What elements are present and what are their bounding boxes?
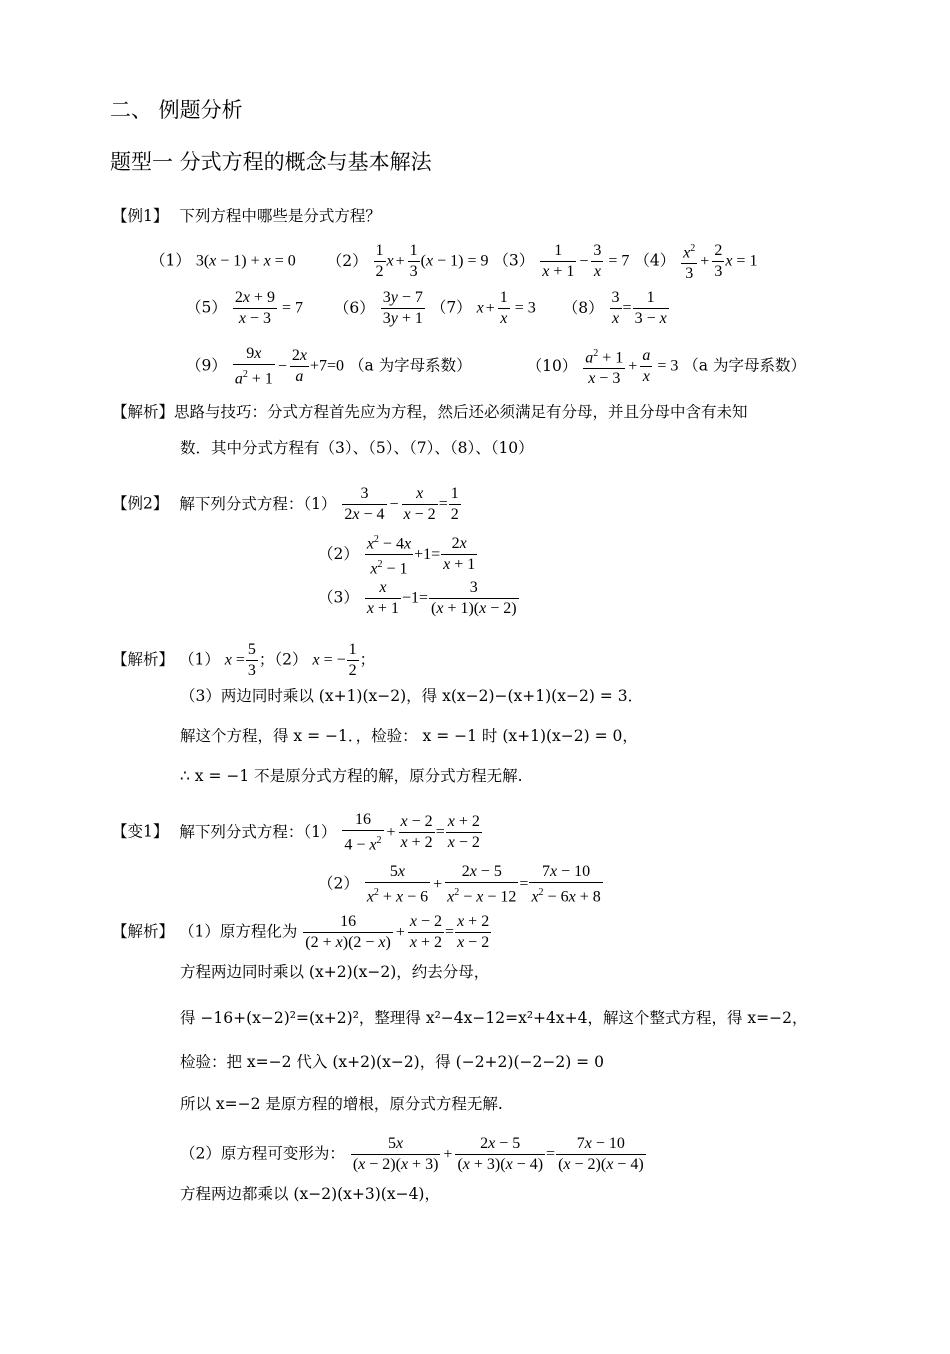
example-2-answer: 【解析】 （1） x = $\frac{5}{3}$ ；（2） x = − $\frac{1}{2}$ ；	[112, 641, 376, 679]
item-label: ；（2）	[258, 650, 308, 669]
item-label: （2）	[326, 251, 368, 270]
example-1-answer	[112, 402, 748, 422]
fraction: $\frac{x + 2}{x - 2}$	[447, 813, 480, 852]
variant-1-step-6: （2）原方程可变形为： $\frac{5x}{(x - 2)(x + 3)}$ + $\frac{2x - 5}{(x + 3)(x - 4)}$ = $\frac{7x - 10}{(x - 2)(x - 4)}$	[180, 1135, 644, 1173]
fraction: $\frac{2x}{a}$	[291, 347, 307, 386]
fraction: $\frac{3}{x}$	[593, 242, 602, 281]
example-1-question: 下列方程中哪些是分式方程？	[179, 207, 381, 225]
example-1-header	[112, 206, 381, 226]
fraction: $\frac{1}{3}$	[409, 242, 418, 281]
item-label: （10）	[526, 356, 578, 375]
example-2-step-5: ∴ x = −1 不是原分式方程的解，原分式方程无解.	[180, 767, 523, 785]
item-label: （2）	[318, 874, 359, 893]
section-title: 二、 例题分析	[110, 98, 243, 122]
variant-1-step-2: 方程两边同时乘以 (x+2)(x−2)，约去分母，	[180, 963, 490, 981]
answer-text: （2）原方程可变形为：	[180, 1144, 345, 1163]
fraction: $\frac{x - 2}{x + 2}$	[409, 913, 443, 951]
variant-1-answer: 【解析】 （1）原方程化为 $\frac{16}{(2 + x)(2 - x)}$ + $\frac{x - 2}{x + 2}$ = $\frac{x + 2}{x - 2}$	[112, 913, 490, 951]
example-2-step-3: （3）两边同时乘以 (x+1)(x−2)，得 x(x−2)−(x+1)(x−2) = 3．	[180, 687, 644, 705]
fraction: $\frac{7x - 10}{(x - 2)(x - 4)}$	[558, 1135, 644, 1173]
example-2-step-4: 解这个方程，得 x = −1．，检验： x = −1 时 (x+1)(x−2) = 0，	[180, 727, 638, 745]
example-1-row-2: （5） $\frac{2x + 9}{x - 3}$ = 7 （6） $\frac{3y - 7}{3y + 1}$ （7） x + $\frac{1}{x}$ = 3 （8） $\frac{3}{x}$ = $\frac{1}{3 - x}$	[186, 289, 667, 327]
fraction: $\frac{7x - 10}{x^2 - 6x + 8}$	[531, 863, 601, 906]
item-label: （1）	[178, 650, 220, 669]
fraction: $\frac{x}{x - 2}$	[403, 485, 436, 523]
fraction: $\frac{3}{2x - 4}$	[344, 485, 385, 523]
item-label: （2）	[318, 544, 359, 563]
example-2-part-3: （3） $\frac{x}{x + 1}$ −1= $\frac{3}{(x + 1)(x - 2)}$	[318, 579, 517, 617]
fraction: $\frac{1}{2}$	[348, 641, 357, 679]
example-1-row-3: （9） $\frac{9x}{a^2 + 1}$ − $\frac{2x}{a}$ +7=0 （a 为字母系数） （10） $\frac{a^2 + 1}{x - 3}$ + $\frac{a}{x}$ = 3 （a 为字母系数）	[186, 345, 806, 388]
fraction: $\frac{3}{(x + 1)(x - 2)}$	[431, 579, 517, 617]
item-label: （6）	[333, 298, 375, 317]
fraction: $\frac{9x}{a^2 + 1}$	[234, 345, 273, 388]
example-2-tag: 【例2】	[112, 494, 169, 513]
fraction: $\frac{2}{3}$	[714, 242, 723, 281]
fraction: $\frac{x - 2}{x + 2}$	[400, 813, 433, 852]
fraction: $\frac{3y - 7}{3y + 1}$	[382, 289, 423, 327]
fraction: $\frac{a}{x}$	[642, 347, 651, 386]
equation-1: 3(x − 1) + x = 0	[195, 252, 296, 270]
fraction: $\frac{1}{x}$	[499, 289, 508, 327]
fraction: $\frac{x + 2}{x - 2}$	[457, 913, 490, 951]
example-2-part-2: （2） $\frac{x^2 - 4x}{x^2 - 1}$ +1= $\frac{2x}{x + 1}$	[318, 530, 478, 580]
variant-1-step-3: 得 −16+(x−2)²=(x+2)²，整理得 x²−4x−12=x²+4x+4，解这个整式方程，得 x=−2，	[180, 1009, 808, 1027]
fraction: $\frac{3}{x}$	[611, 289, 620, 327]
item-label: （5）	[186, 298, 227, 317]
fraction: $\frac{5}{3}$	[247, 641, 256, 679]
fraction: $\frac{5x}{x^2 + x - 6}$	[366, 863, 429, 906]
fraction: $\frac{x^2}{3}$	[681, 239, 697, 284]
item-label: （9）	[186, 356, 227, 375]
fraction: $\frac{2x - 5}{x^2 - x - 12}$	[447, 863, 517, 906]
answer-text: 思路与技巧：分式方程首先应为方程，然后还必须满足有分母，并且分母中含有未知	[174, 403, 748, 421]
coefficient-note: （a 为字母系数）	[348, 356, 472, 375]
fraction: $\frac{1}{x + 1}$	[542, 242, 575, 281]
fraction: $\frac{1}{2}$	[450, 485, 459, 523]
variant-1-step-4: 检验：把 x=−2 代入 (x+2)(x−2)，得 (−2+2)(−2−2) = 0	[180, 1053, 604, 1071]
example-2-header: 【例2】 解下列分式方程：（1） $\frac{3}{2x - 4}$ − $\frac{x}{x - 2}$ = $\frac{1}{2}$	[112, 485, 459, 523]
fraction: $\frac{2x - 5}{(x + 3)(x - 4)}$	[457, 1135, 544, 1173]
coefficient-note: （a 为字母系数）	[683, 356, 806, 375]
variant-1-part-2: （2） $\frac{5x}{x^2 + x - 6}$ + $\frac{2x - 5}{x^2 - x - 12}$ = $\frac{7x - 10}{x^2 - 6x + 8}$	[318, 863, 601, 906]
fraction: $\frac{x}{x + 1}$	[366, 579, 399, 617]
variant-1-step-5: 所以 x=−2 是原方程的增根，原分式方程无解.	[180, 1095, 503, 1113]
variant-1-step-7: 方程两边都乘以 (x−2)(x+3)(x−4)，	[180, 1185, 440, 1203]
fraction: $\frac{1}{2}$	[375, 242, 384, 281]
item-label: （3）	[318, 588, 359, 607]
fraction: $\frac{x^2 - 4x}{x^2 - 1}$	[365, 530, 413, 580]
item-label: （1）	[150, 251, 191, 270]
type-title: 题型一 分式方程的概念与基本解法	[110, 150, 432, 174]
fraction: $\frac{2x + 9}{x - 3}$	[234, 289, 275, 327]
answer-tag: 【解析】	[112, 650, 175, 669]
fraction: $\frac{2x}{x + 1}$	[443, 535, 476, 574]
item-label: （4）	[634, 251, 676, 270]
answer-text: （1）原方程化为	[178, 922, 298, 941]
answer-tag: 【解析】	[112, 922, 175, 941]
variant-1-question: 解下列分式方程：（1）	[179, 822, 337, 841]
item-label: （3）	[493, 251, 535, 270]
example-1-answer-line-2: 数．其中分式方程有（3）、（5）、（7）、（8）、（10）	[180, 439, 534, 457]
fraction: $\frac{5x}{(x - 2)(x + 3)}$	[352, 1135, 439, 1173]
example-1-tag: 【例1】	[112, 207, 169, 225]
answer-tag: 【解析】	[112, 403, 175, 421]
example-2-question: 解下列分式方程：（1）	[179, 494, 337, 513]
item-label: （7）	[430, 298, 472, 317]
fraction: $\frac{a^2 + 1}{x - 3}$	[583, 344, 625, 389]
fraction: $\frac{1}{3 - x}$	[634, 289, 667, 327]
item-label: （8）	[562, 298, 604, 317]
fraction: $\frac{16}{4 - x^2}$	[344, 811, 382, 854]
variant-1-header: 【变1】 解下列分式方程：（1） $\frac{16}{4 - x^2}$ + $\frac{x - 2}{x + 2}$ = $\frac{x + 2}{x - 2}$	[112, 811, 480, 854]
fraction: $\frac{16}{(2 + x)(2 - x)}$	[305, 913, 391, 951]
example-1-row-1: （1） 3(x − 1) + x = 0 （2） $\frac{1}{2}$ x + $\frac{1}{3}$ (x − 1) = 9 （3） $\frac{1}{x + 1}$ − $\frac{3}{x}$ = 7 （4） $\frac{x^2}{3}$ + $\frac{2}{3}$ x = 1	[150, 239, 757, 284]
variant-1-tag: 【变1】	[112, 822, 169, 841]
